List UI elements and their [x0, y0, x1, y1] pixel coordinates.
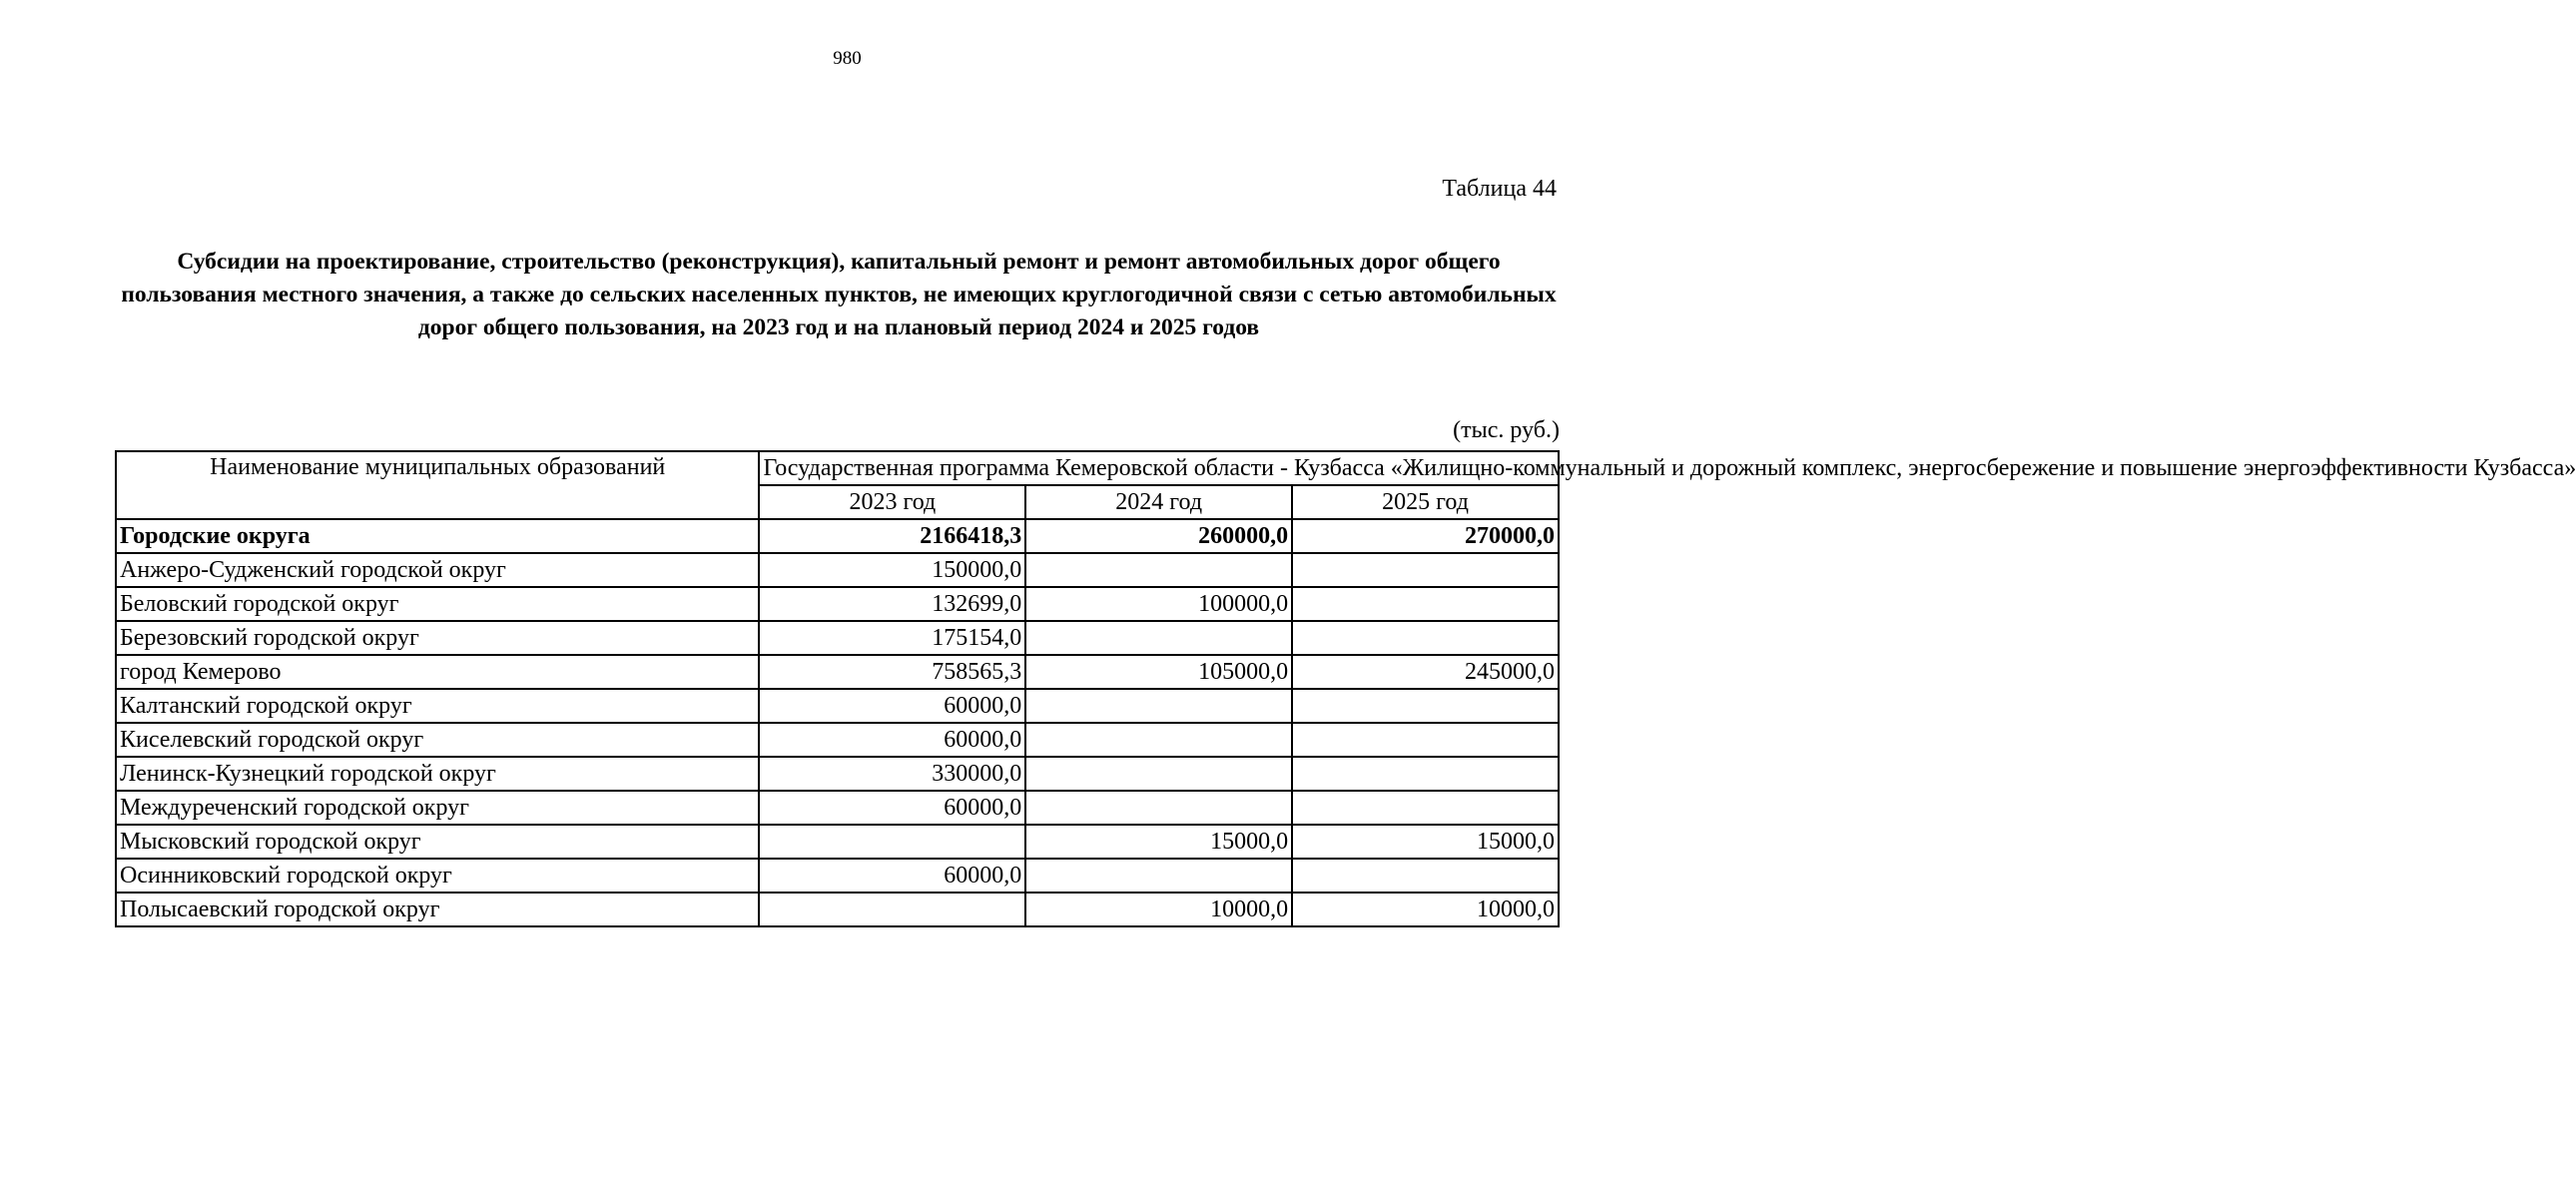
value-2024-cell: 100000,0: [1025, 587, 1292, 621]
value-2023-cell: 758565,3: [759, 655, 1025, 689]
table-row: [116, 587, 1559, 621]
table-row: [116, 723, 1559, 757]
value-2025-cell: [1292, 791, 1559, 825]
table-row-total: [116, 519, 1559, 553]
value-2025-cell: [1292, 723, 1559, 757]
header-state-program: Государственная программа Кемеровской области - Кузбасса «Жилищно-коммунальный и дорожный комплекс, энергосбережение и повышение энергоэффективности Кузбасса»: [759, 451, 1559, 485]
value-2025-cell: [1292, 757, 1559, 791]
table-row: [116, 825, 1559, 859]
municipality-name-cell: Осинниковский городской округ: [116, 859, 759, 893]
table-row: [116, 655, 1559, 689]
table-header-row: [116, 451, 1559, 485]
value-2025-cell: [1292, 859, 1559, 893]
value-2023-cell: 60000,0: [759, 859, 1025, 893]
table-row: [116, 621, 1559, 655]
municipality-name-cell: Калтанский городской округ: [116, 689, 759, 723]
value-2025-cell: [1292, 553, 1559, 587]
value-2023-cell: 132699,0: [759, 587, 1025, 621]
header-year-2025: 2025 год: [1292, 485, 1559, 519]
value-2025-cell: [1292, 621, 1559, 655]
value-2025-cell: 15000,0: [1292, 825, 1559, 859]
table-row: [116, 689, 1559, 723]
value-2023-cell: 60000,0: [759, 723, 1025, 757]
value-2025-cell: 270000,0: [1292, 519, 1559, 553]
value-2024-cell: [1025, 621, 1292, 655]
municipality-name-cell: Березовский городской округ: [116, 621, 759, 655]
municipality-name-cell: Анжеро-Судженский городской округ: [116, 553, 759, 587]
value-2023-cell: [759, 893, 1025, 926]
table-row: [116, 553, 1559, 587]
header-year-2023: 2023 год: [759, 485, 1025, 519]
value-2024-cell: [1025, 553, 1292, 587]
value-2024-cell: [1025, 791, 1292, 825]
table-row: [116, 859, 1559, 893]
value-2025-cell: [1292, 689, 1559, 723]
value-2024-cell: 15000,0: [1025, 825, 1292, 859]
value-2025-cell: [1292, 587, 1559, 621]
value-2023-cell: 175154,0: [759, 621, 1025, 655]
value-2023-cell: 2166418,3: [759, 519, 1025, 553]
header-municipality-name: Наименование муниципальных образований: [116, 451, 759, 519]
table-row: [116, 757, 1559, 791]
value-2024-cell: [1025, 689, 1292, 723]
subsidies-table: [115, 450, 2576, 927]
value-2024-cell: 10000,0: [1025, 893, 1292, 926]
units-label: (тыс. руб.): [1453, 417, 1560, 443]
value-2025-cell: 10000,0: [1292, 893, 1559, 926]
municipality-name-cell: Мысковский городской округ: [116, 825, 759, 859]
document-title: Субсидии на проектирование, строительство (реконструкция), капитальный ремонт и ремонт автомобильных дорог общего пользования местного значения, а также до сельских населенных пунктов, не имеющих круглогодичной связи с сетью автомобильных дорог общего пользования, на 2023 год и на плановый период 2024 и 2025 годов: [121, 249, 1557, 340]
municipality-name-cell: Ленинск-Кузнецкий городской округ: [116, 757, 759, 791]
table-row: [116, 893, 1559, 926]
value-2023-cell: [759, 825, 1025, 859]
page-number: 980: [833, 48, 862, 69]
municipality-name-cell: Городские округа: [116, 519, 759, 553]
value-2024-cell: [1025, 723, 1292, 757]
municipality-name-cell: Полысаевский городской округ: [116, 893, 759, 926]
value-2025-cell: 245000,0: [1292, 655, 1559, 689]
table-row: [116, 791, 1559, 825]
value-2024-cell: 260000,0: [1025, 519, 1292, 553]
header-year-2024: 2024 год: [1025, 485, 1292, 519]
value-2023-cell: 60000,0: [759, 689, 1025, 723]
municipality-name-cell: Беловский городской округ: [116, 587, 759, 621]
municipality-name-cell: город Кемерово: [116, 655, 759, 689]
value-2024-cell: 105000,0: [1025, 655, 1292, 689]
value-2024-cell: [1025, 757, 1292, 791]
value-2023-cell: 330000,0: [759, 757, 1025, 791]
value-2024-cell: [1025, 859, 1292, 893]
table-reference: Таблица 44: [1442, 176, 1557, 202]
value-2023-cell: 60000,0: [759, 791, 1025, 825]
municipality-name-cell: Междуреченский городской округ: [116, 791, 759, 825]
municipality-name-cell: Киселевский городской округ: [116, 723, 759, 757]
table-body: [116, 519, 1559, 926]
value-2023-cell: 150000,0: [759, 553, 1025, 587]
